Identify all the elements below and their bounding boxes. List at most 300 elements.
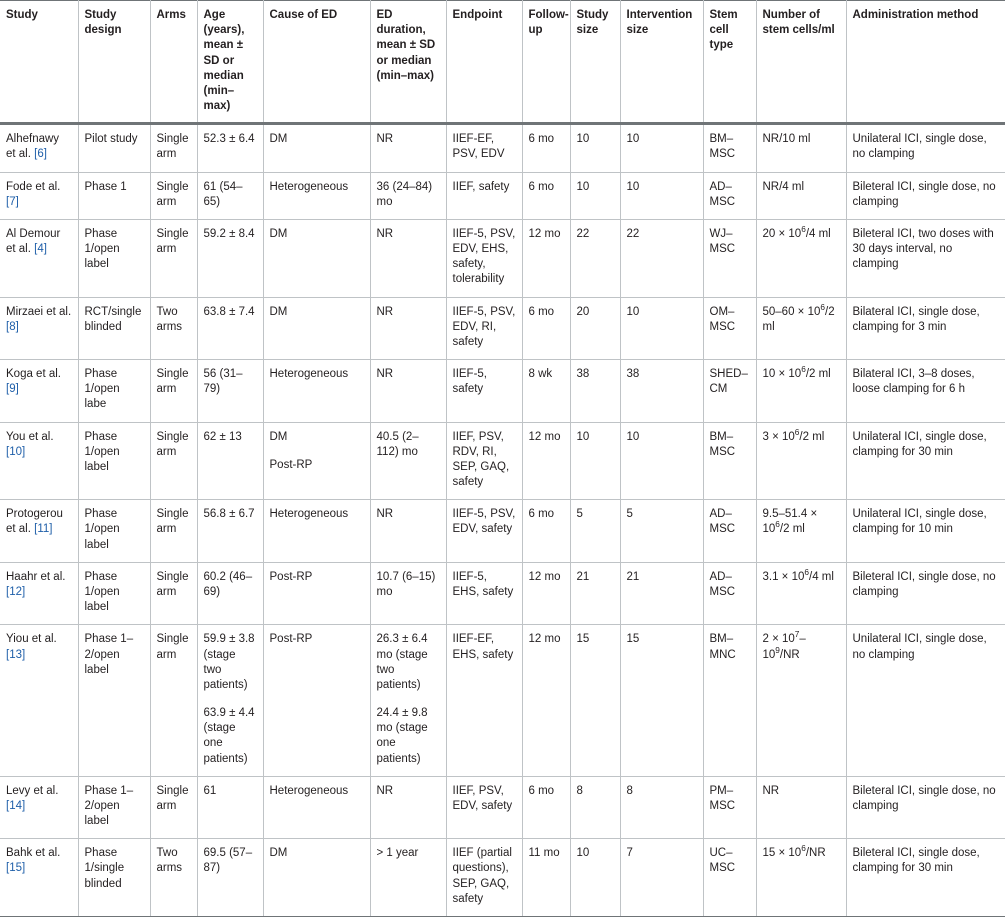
- cell-study-size: [570, 776, 620, 839]
- cell-age-primary: 61: [203, 784, 217, 797]
- cell-ed-duration-primary: 10.7 (6–15) mo: [376, 570, 436, 598]
- cell-age-primary: 56 (31–79): [203, 368, 243, 396]
- cell-follow-up: [522, 124, 570, 172]
- column-header-age: Age (years), mean ± SD or median (min–max): [197, 1, 263, 124]
- study-name: You et al.: [6, 430, 54, 443]
- cell-study: [0, 625, 78, 776]
- cell-number-of-stem-cells-primary: $9.5-51.4 \times 10^6/2$ ml: [762, 508, 818, 536]
- cell-stem-cell-type-primary: UC–MSC: [709, 847, 736, 875]
- reference-link[interactable]: [14]: [6, 799, 26, 812]
- cell-arms-primary: Single arm: [156, 633, 189, 661]
- table-row: [0, 172, 1005, 219]
- table-body: [0, 124, 1005, 917]
- cell-intervention-size-primary: 38: [626, 368, 640, 381]
- cell-number-of-stem-cells-primary: NR/4 ml: [762, 180, 805, 193]
- reference-link[interactable]: [8]: [6, 320, 19, 333]
- cell-stem-cell-type: [703, 422, 756, 500]
- cell-intervention-size: [620, 625, 703, 776]
- cell-ed-duration: [370, 625, 446, 776]
- study-name: Levy et al.: [6, 784, 59, 797]
- study-name: Fode et al.: [6, 180, 61, 193]
- cell-stem-cell-type-primary: BM–MSC: [709, 133, 736, 161]
- cell-number-of-stem-cells: [756, 124, 846, 172]
- cell-intervention-size-primary: 10: [626, 180, 640, 193]
- cell-administration-method-primary: Unilateral ICI, single dose, clamping for 10 min: [852, 508, 987, 536]
- cell-intervention-size-primary: 8: [626, 784, 633, 797]
- cell-study-design-primary: RCT/single blinded: [84, 305, 142, 333]
- cell-cause-of-ed: [263, 839, 370, 917]
- cell-study-design: [78, 500, 150, 563]
- cell-number-of-stem-cells: [756, 625, 846, 776]
- study-name: Koga et al.: [6, 368, 61, 381]
- cell-study-design-primary: Phase 1/open labe: [84, 368, 120, 411]
- cell-number-of-stem-cells: [756, 422, 846, 500]
- cell-follow-up: [522, 172, 570, 219]
- cell-study-size: [570, 124, 620, 172]
- cell-cause-of-ed: [263, 124, 370, 172]
- cell-age-primary: 69.5 (57–87): [203, 847, 253, 875]
- cell-arms-primary: Single arm: [156, 508, 189, 536]
- cell-follow-up-primary: 6 mo: [528, 784, 555, 797]
- table-header: [0, 1, 1005, 124]
- cell-administration-method-primary: Bileteral ICI, single dose, no clamping: [852, 784, 996, 812]
- cell-arms: [150, 500, 197, 563]
- cell-stem-cell-type-primary: PM–MSC: [709, 784, 736, 812]
- cell-study-design-primary: Phase 1/single blinded: [84, 847, 125, 890]
- cell-ed-duration-primary: NR: [376, 305, 394, 318]
- cell-study-design-primary: Phase 1/open label: [84, 227, 120, 271]
- cell-arms-primary: Single arm: [156, 784, 189, 812]
- cell-stem-cell-type-primary: WJ–MSC: [709, 227, 736, 256]
- cell-arms: [150, 172, 197, 219]
- column-header-study: Study: [0, 1, 78, 124]
- cell-study-size-primary: 38: [576, 368, 590, 381]
- table-row: [0, 839, 1005, 917]
- cell-study: [0, 219, 78, 297]
- cell-study-design-primary: Phase 1/open label: [84, 570, 120, 614]
- cell-cause-of-ed: [263, 422, 370, 500]
- column-header-administration-method: Administration method: [846, 1, 1005, 124]
- column-header-arms: Arms: [150, 1, 197, 124]
- cell-study-design: [78, 625, 150, 776]
- cell-study: [0, 297, 78, 360]
- cell-ed-duration-primary: 36 (24–84) mo: [376, 180, 433, 208]
- cell-number-of-stem-cells: [756, 839, 846, 917]
- table-row: [0, 562, 1005, 625]
- cell-study-size-primary: 20: [576, 305, 590, 318]
- cell-study-size: [570, 360, 620, 423]
- cell-arms: [150, 562, 197, 625]
- cell-number-of-stem-cells: [756, 172, 846, 219]
- cell-intervention-size: [620, 839, 703, 917]
- cell-follow-up: [522, 360, 570, 423]
- cell-stem-cell-type-primary: AD–MSC: [709, 180, 736, 208]
- cell-follow-up: [522, 839, 570, 917]
- cell-age-primary: 61 (54–65): [203, 180, 243, 208]
- cell-age: [197, 625, 263, 776]
- cell-cause-of-ed-primary: Heterogeneous: [269, 180, 349, 193]
- cell-follow-up-primary: 6 mo: [528, 305, 555, 318]
- cell-number-of-stem-cells-primary: $2 \times 10^7-10^9/NR$: [762, 630, 806, 661]
- study-name: Mirzaei et al.: [6, 305, 72, 318]
- reference-link[interactable]: [10]: [6, 445, 26, 458]
- cell-ed-duration: [370, 360, 446, 423]
- cell-administration-method-primary: Bilateral ICI, 3–8 doses, loose clamping for 6 h: [852, 368, 975, 396]
- table-row: [0, 422, 1005, 500]
- cell-age: [197, 297, 263, 360]
- cell-follow-up: [522, 422, 570, 500]
- cell-study-design-primary: Phase 1–2/open label: [84, 633, 134, 676]
- study-name: Haahr et al.: [6, 570, 66, 583]
- cell-administration-method-primary: Bileteral ICI, single dose, no clamping: [852, 180, 996, 208]
- cell-ed-duration: [370, 839, 446, 917]
- cell-administration-method: [846, 124, 1005, 172]
- cell-arms-primary: Single arm: [156, 180, 189, 208]
- cell-study-design-primary: Phase 1/open label: [84, 430, 120, 473]
- cell-age-primary: 52.3 ± 6.4: [203, 133, 255, 146]
- column-header-follow-up: Follow-up: [522, 1, 570, 124]
- cell-follow-up-primary: 12 mo: [528, 227, 561, 240]
- cell-stem-cell-type: [703, 625, 756, 776]
- cell-age-primary: 60.2 (46–69): [203, 570, 253, 598]
- cell-age-secondary: 63.9 ± 4.4 (stage one patients): [203, 707, 255, 765]
- cell-endpoint-primary: IIEF-EF, PSV, EDV: [452, 133, 505, 161]
- cell-study-size: [570, 219, 620, 297]
- cell-intervention-size: [620, 562, 703, 625]
- cell-cause-of-ed: [263, 360, 370, 423]
- cell-study-size: [570, 839, 620, 917]
- cell-intervention-size-primary: 10: [626, 430, 640, 443]
- cell-cause-of-ed: [263, 562, 370, 625]
- table-row: [0, 297, 1005, 360]
- cell-study-size: [570, 297, 620, 360]
- cell-endpoint: [446, 839, 522, 917]
- reference-link[interactable]: [9]: [6, 383, 19, 396]
- cell-age: [197, 422, 263, 500]
- cell-follow-up: [522, 776, 570, 839]
- cell-intervention-size-primary: 22: [626, 227, 640, 240]
- cell-intervention-size-primary: 10: [626, 305, 640, 318]
- cell-follow-up-primary: 8 wk: [528, 368, 553, 381]
- column-header-stem-cell-type: Stem cell type: [703, 1, 756, 124]
- cell-endpoint-primary: IIEF, PSV, EDV, safety: [452, 784, 513, 812]
- cell-intervention-size-primary: 15: [626, 633, 640, 646]
- cell-endpoint-primary: IIEF-5, PSV, EDV, RI, safety: [452, 305, 516, 348]
- cell-intervention-size-primary: 10: [626, 133, 640, 146]
- cell-intervention-size-primary: 5: [626, 508, 633, 521]
- cell-cause-of-ed-primary: DM: [269, 847, 288, 860]
- cell-ed-duration: [370, 500, 446, 563]
- cell-ed-duration: [370, 124, 446, 172]
- cell-age: [197, 776, 263, 839]
- cell-intervention-size: [620, 360, 703, 423]
- reference-link[interactable]: [4]: [34, 243, 47, 256]
- cell-stem-cell-type: [703, 360, 756, 423]
- cell-stem-cell-type: [703, 839, 756, 917]
- cell-administration-method: [846, 500, 1005, 563]
- cell-administration-method-primary: Bileteral ICI, single dose, clamping for 30 min: [852, 847, 980, 875]
- cell-follow-up-primary: 11 mo: [528, 847, 560, 860]
- cell-study: [0, 360, 78, 423]
- study-name: Al Demour et al.: [6, 227, 61, 256]
- cell-study-design: [78, 124, 150, 172]
- cell-age: [197, 839, 263, 917]
- cell-stem-cell-type: [703, 219, 756, 297]
- cell-study-design: [78, 172, 150, 219]
- cell-stem-cell-type: [703, 776, 756, 839]
- study-name: Alhefnawy et al.: [6, 133, 60, 161]
- cell-study-design-primary: Phase 1–2/open label: [84, 784, 134, 828]
- cell-stem-cell-type-primary: SHED–CM: [709, 368, 748, 396]
- cell-arms-primary: Two arms: [156, 847, 183, 875]
- cell-study-design: [78, 422, 150, 500]
- cell-stem-cell-type: [703, 124, 756, 172]
- cell-follow-up-primary: 6 mo: [528, 180, 555, 193]
- cell-ed-duration: [370, 219, 446, 297]
- cell-cause-of-ed-primary: Heterogeneous: [269, 508, 349, 521]
- cell-endpoint: [446, 172, 522, 219]
- cell-endpoint: [446, 360, 522, 423]
- cell-administration-method: [846, 297, 1005, 360]
- column-header-study-design: Study design: [78, 1, 150, 124]
- cell-ed-duration: [370, 422, 446, 500]
- cell-endpoint-primary: IIEF, safety: [452, 180, 510, 193]
- cell-intervention-size: [620, 124, 703, 172]
- cell-ed-duration: [370, 562, 446, 625]
- cell-study: [0, 172, 78, 219]
- cell-arms-primary: Single arm: [156, 227, 189, 256]
- cell-age: [197, 500, 263, 563]
- cell-administration-method: [846, 172, 1005, 219]
- cell-cause-of-ed-secondary: Post-RP: [269, 458, 313, 471]
- study-name: Protogerou et al.: [6, 508, 63, 536]
- cell-endpoint: [446, 625, 522, 776]
- cell-administration-method: [846, 360, 1005, 423]
- cell-cause-of-ed: [263, 297, 370, 360]
- reference-link[interactable]: [12]: [6, 585, 26, 598]
- cell-cause-of-ed: [263, 625, 370, 776]
- cell-endpoint-primary: IIEF (partial questions), SEP, GAQ, safety: [452, 847, 512, 905]
- cell-stem-cell-type-primary: AD–MSC: [709, 508, 736, 536]
- cell-number-of-stem-cells-primary: NR: [762, 784, 780, 797]
- cell-ed-duration-primary: 26.3 ± 6.4 mo (stage two patients): [376, 633, 428, 691]
- cell-study: [0, 500, 78, 563]
- column-header-study-size: Study size: [570, 1, 620, 124]
- cell-stem-cell-type: [703, 562, 756, 625]
- cell-administration-method: [846, 625, 1005, 776]
- cell-arms-primary: Two arms: [156, 305, 183, 333]
- reference-link[interactable]: [6]: [34, 148, 47, 161]
- cell-cause-of-ed-primary: Heterogeneous: [269, 368, 349, 381]
- cell-study: [0, 839, 78, 917]
- cell-study-design-primary: Pilot study: [84, 133, 138, 146]
- cell-stem-cell-type-primary: BM–MNC: [709, 633, 736, 661]
- cell-ed-duration-primary: NR: [376, 784, 394, 797]
- cell-arms: [150, 776, 197, 839]
- cell-study-design: [78, 360, 150, 423]
- cell-study-size: [570, 500, 620, 563]
- cell-endpoint-primary: IIEF, PSV, RDV, RI, SEP, GAQ, safety: [452, 430, 510, 489]
- cell-study-size-primary: 10: [576, 180, 590, 193]
- table-row: [0, 776, 1005, 839]
- cell-arms: [150, 625, 197, 776]
- cell-number-of-stem-cells: [756, 500, 846, 563]
- cell-cause-of-ed-primary: Post-RP: [269, 570, 313, 583]
- cell-study-design: [78, 219, 150, 297]
- cell-study-size-primary: 21: [576, 570, 590, 583]
- cell-ed-duration-primary: NR: [376, 508, 394, 521]
- cell-administration-method: [846, 839, 1005, 917]
- cell-number-of-stem-cells: [756, 562, 846, 625]
- cell-intervention-size: [620, 500, 703, 563]
- cell-study: [0, 422, 78, 500]
- cell-number-of-stem-cells: [756, 776, 846, 839]
- cell-age-primary: 56.8 ± 6.7: [203, 508, 255, 521]
- cell-cause-of-ed: [263, 500, 370, 563]
- cell-administration-method-primary: Unilateral ICI, single dose, no clamping: [852, 133, 987, 161]
- cell-ed-duration-primary: 40.5 (2–112) mo: [376, 430, 419, 458]
- cell-study-size: [570, 562, 620, 625]
- cell-study-size-primary: 10: [576, 430, 590, 443]
- cell-endpoint-primary: IIEF-5, PSV, EDV, safety: [452, 508, 516, 536]
- cell-administration-method-primary: Bileteral ICI, single dose, no clamping: [852, 570, 996, 598]
- cell-arms: [150, 124, 197, 172]
- cell-arms-primary: Single arm: [156, 430, 189, 458]
- cell-ed-duration: [370, 172, 446, 219]
- reference-link[interactable]: [15]: [6, 862, 26, 875]
- cell-endpoint-primary: IIEF-5, EHS, safety: [452, 570, 514, 598]
- cell-endpoint-primary: IIEF-EF, EHS, safety: [452, 633, 514, 661]
- cell-study: [0, 124, 78, 172]
- cell-stem-cell-type: [703, 172, 756, 219]
- cell-study-size-primary: 5: [576, 508, 583, 521]
- cell-number-of-stem-cells-primary: $50-60 \times 10^6/2$ ml: [762, 302, 835, 333]
- cell-ed-duration-primary: NR: [376, 133, 394, 146]
- cell-follow-up: [522, 219, 570, 297]
- cell-follow-up-primary: 6 mo: [528, 133, 555, 146]
- cell-endpoint: [446, 124, 522, 172]
- cell-stem-cell-type-primary: BM–MSC: [709, 430, 736, 458]
- cell-intervention-size: [620, 172, 703, 219]
- table-row: [0, 124, 1005, 172]
- study-name: Bahk et al.: [6, 847, 61, 860]
- cell-follow-up: [522, 500, 570, 563]
- table-row: [0, 500, 1005, 563]
- cell-endpoint: [446, 297, 522, 360]
- cell-endpoint: [446, 422, 522, 500]
- cell-cause-of-ed-primary: Heterogeneous: [269, 784, 349, 797]
- cell-administration-method-primary: Bilateral ICI, single dose, clamping for 3 min: [852, 305, 980, 333]
- cell-follow-up: [522, 562, 570, 625]
- cell-cause-of-ed: [263, 219, 370, 297]
- cell-arms-primary: Single arm: [156, 368, 189, 396]
- cell-age-primary: 59.2 ± 8.4: [203, 227, 255, 240]
- cell-intervention-size: [620, 219, 703, 297]
- cell-age: [197, 219, 263, 297]
- cell-age: [197, 124, 263, 172]
- cell-ed-duration-primary: NR: [376, 368, 394, 381]
- cell-age: [197, 172, 263, 219]
- table-row: [0, 625, 1005, 776]
- column-header-ed-duration: ED duration, mean ± SD or median (min–max): [370, 1, 446, 124]
- cell-study-size: [570, 625, 620, 776]
- cell-study-design: [78, 297, 150, 360]
- cell-age-primary: 59.9 ± 3.8 (stage two patients): [203, 633, 255, 691]
- cell-study-design-primary: Phase 1: [84, 180, 127, 193]
- cell-endpoint-primary: IIEF-5, PSV, EDV, EHS, safety, tolerability: [452, 227, 516, 286]
- cell-cause-of-ed-primary: DM: [269, 430, 288, 443]
- cell-administration-method-primary: Unilateral ICI, single dose, no clamping: [852, 633, 987, 661]
- cell-study-design-primary: Phase 1/open label: [84, 508, 120, 551]
- cell-intervention-size: [620, 422, 703, 500]
- cell-endpoint-primary: IIEF-5, safety: [452, 368, 488, 396]
- cell-study-design: [78, 839, 150, 917]
- cell-study-size-primary: 10: [576, 847, 590, 860]
- cell-arms-primary: Single arm: [156, 133, 189, 161]
- cell-study-size: [570, 172, 620, 219]
- cell-administration-method: [846, 219, 1005, 297]
- table-row: [0, 219, 1005, 297]
- cell-arms: [150, 297, 197, 360]
- cell-cause-of-ed-primary: DM: [269, 227, 288, 240]
- cell-stem-cell-type-primary: OM–MSC: [709, 305, 736, 333]
- cell-study-design: [78, 776, 150, 839]
- cell-stem-cell-type: [703, 500, 756, 563]
- cell-intervention-size: [620, 776, 703, 839]
- cell-ed-duration: [370, 776, 446, 839]
- reference-link[interactable]: [11]: [34, 523, 53, 536]
- cell-age-primary: 63.8 ± 7.4: [203, 305, 255, 318]
- cell-study-size-primary: 8: [576, 784, 583, 797]
- cell-age: [197, 562, 263, 625]
- cell-ed-duration-primary: > 1 year: [376, 847, 419, 860]
- cell-cause-of-ed-primary: DM: [269, 305, 288, 318]
- column-header-endpoint: Endpoint: [446, 1, 522, 124]
- cell-cause-of-ed: [263, 776, 370, 839]
- cell-follow-up-primary: 12 mo: [528, 633, 561, 646]
- cell-administration-method-primary: Unilateral ICI, single dose, clamping for 30 min: [852, 430, 987, 458]
- cell-number-of-stem-cells: [756, 360, 846, 423]
- cell-age-primary: 62 ± 13: [203, 430, 242, 443]
- cell-number-of-stem-cells-primary: $20 \times 10^6/4$ ml: [762, 225, 831, 240]
- cell-ed-duration-primary: NR: [376, 227, 394, 240]
- column-header-number-of-stem-cells: Number of stem cells/ml: [756, 1, 846, 124]
- header-row: [0, 1, 1005, 124]
- cell-cause-of-ed: [263, 172, 370, 219]
- cell-arms: [150, 219, 197, 297]
- cell-study-size-primary: 22: [576, 227, 590, 240]
- cell-ed-duration: [370, 297, 446, 360]
- cell-number-of-stem-cells-primary: $3.1 \times 10^6/4$ ml: [762, 567, 834, 583]
- cell-endpoint: [446, 776, 522, 839]
- cell-follow-up: [522, 625, 570, 776]
- cell-number-of-stem-cells-primary: NR/10 ml: [762, 133, 811, 146]
- cell-number-of-stem-cells: [756, 219, 846, 297]
- cell-follow-up: [522, 297, 570, 360]
- cell-number-of-stem-cells: [756, 297, 846, 360]
- cell-intervention-size-primary: 7: [626, 847, 633, 860]
- cell-administration-method: [846, 562, 1005, 625]
- reference-link[interactable]: [13]: [6, 648, 26, 661]
- cell-ed-duration-secondary: 24.4 ± 9.8 mo (stage one patients): [376, 707, 428, 765]
- cell-study-size: [570, 422, 620, 500]
- reference-link[interactable]: [7]: [6, 195, 19, 208]
- cell-follow-up-primary: 12 mo: [528, 570, 561, 583]
- table-row: [0, 360, 1005, 423]
- cell-intervention-size: [620, 297, 703, 360]
- cell-study-design: [78, 562, 150, 625]
- cell-administration-method-primary: Bileteral ICI, two doses with 30 days interval, no clamping: [852, 227, 994, 271]
